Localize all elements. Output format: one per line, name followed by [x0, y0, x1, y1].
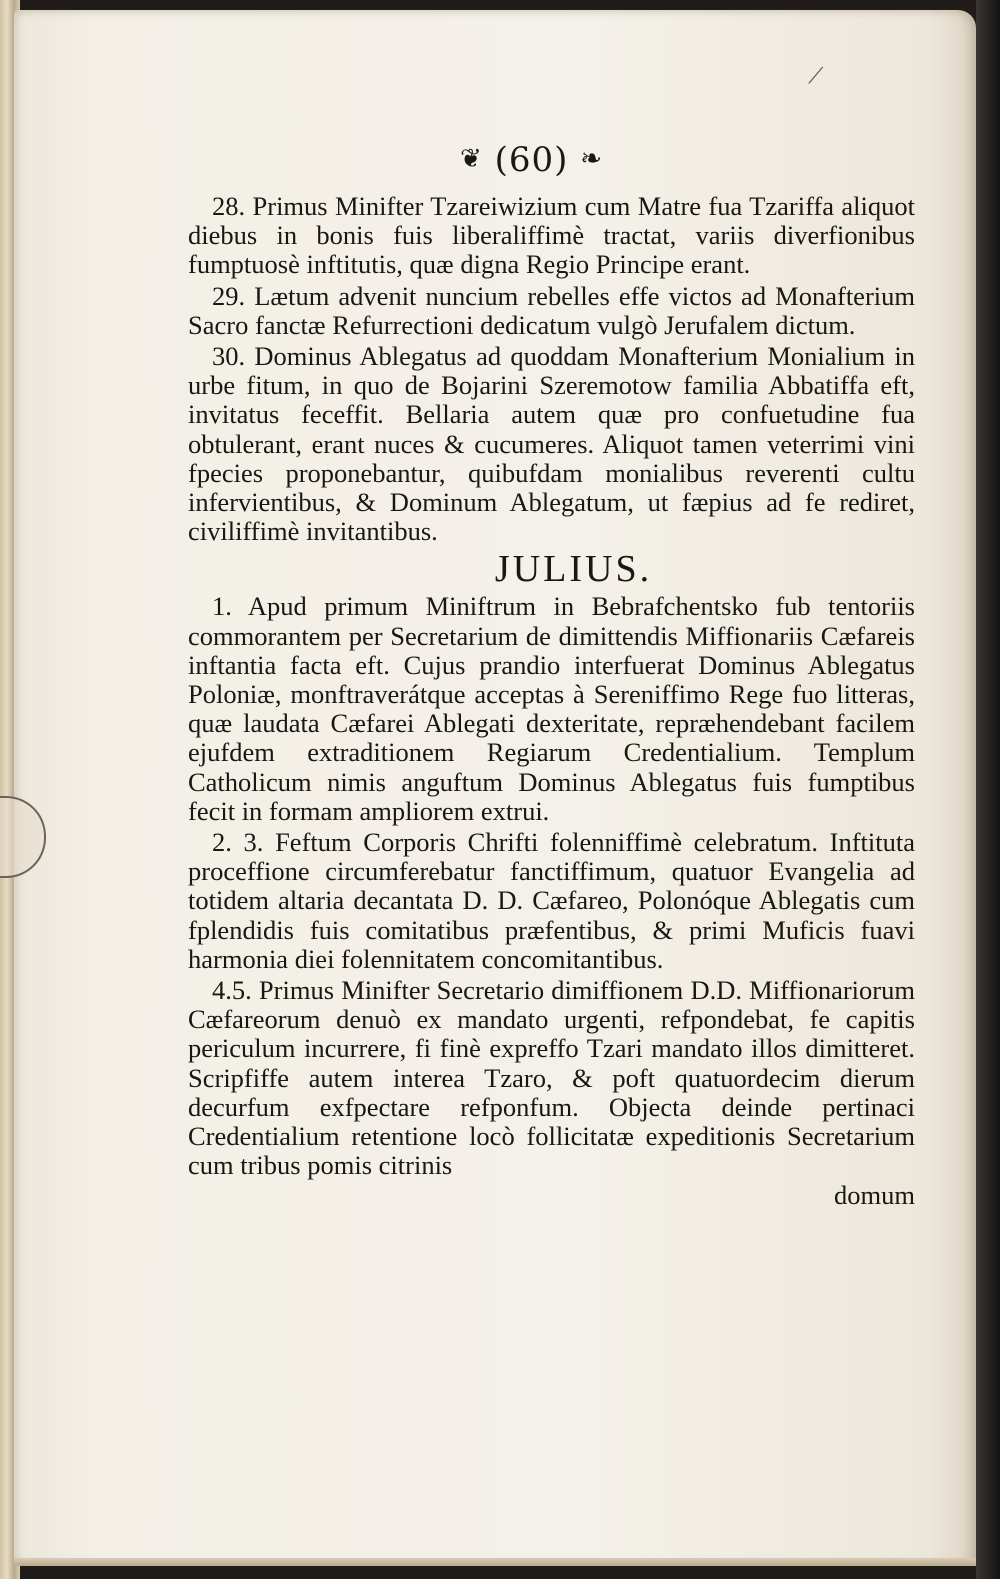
page-number: (60): [494, 140, 569, 180]
pencil-mark: ⟋: [808, 64, 824, 89]
page-header: [460, 140, 660, 180]
entry-julius-2-3: 2. 3. Feftum Corporis Chrifti folenniffimè celebratum. Inftituta proceffione circumferebatur fanctiffimum, quatuor Evangelia ad totidem altaria decantata D. D. Cæfareo, Polonóque Ablegatis cum fplendidis fuis comitatibus præfentibus, & primi Muficis fuavi harmonia diei folennitatem concomitantibus.: [188, 827, 915, 974]
entry-julius-4-5: 4.5. Primus Minifter Secretario dimiffionem D.D. Miffionariorum Cæfareorum denuò ex mandato urgenti, refpondebat, fe capitis periculum incurrere, fi finè expreffo Tzari mandato illos dimitteret. Scripfiffe autem interea Tzaro, & poft quatuordecim dierum decurfum exfpectare refponfum. Objecta deinde pertinaci Credentialium retentione locò follicitatæ expeditionis Secretarium cum tribus pomis citrinis: [188, 975, 915, 1181]
left-ornament-icon: ❦: [460, 144, 483, 174]
body-text: [188, 192, 915, 1210]
month-heading: JULIUS.: [494, 548, 653, 591]
entry-29: 29. Lætum advenit nuncium rebelles effe victos ad Monafterium Sacro fanctæ Refurrectioni dedicatum vulgò Jerufalem dictum.: [188, 280, 915, 340]
entry-28: 28. Primus Minifter Tzareiwizium cum Matre fua Tzariffa aliquot diebus in bonis fuis liberaliffimè tractat, variis diverfionibus fumptuosè inftitutis, quæ digna Regio Principe erant.: [188, 191, 915, 280]
entry-julius-1: 1. Apud primum Miniftrum in Bebrafchentsko fub tentoriis commorantem per Secretarium de dimittendis Miffionariis Cæfareis inftantia facta eft. Cujus prandio interfuerat Dominus Ablegatus Poloniæ, monftraverátque acceptas à Sereniffimo Rege fuo litteras, quæ laudata Cæfarei Ablegati dexteritate, repræhendebant facilem ejufdem extraditionem Regiarum Credentialium. Templum Catholicum nimis anguftum Dominus Ablegatus fuis fumptibus fecit in formam ampliorem extrui.: [188, 591, 915, 826]
page-bottom-edge: [14, 1558, 976, 1566]
right-ornament-icon: ❧: [580, 144, 604, 174]
catchword: domum: [834, 1179, 915, 1210]
right-scan-border: [976, 0, 1000, 1579]
entry-30: 30. Dominus Ablegatus ad quoddam Monafterium Monialium in urbe fitum, in quo de Bojarini Szeremotow familia Abbatiffa eft, invitatus feceffit. Bellaria autem quæ pro confuetudine fua obtulerant, erant nuces & cucumeres. Aliquot tamen veterrimi vini fpecies proponebantur, quibufdam monialibus reverenti cultu infervientibus, & Dominum Ablegatum, ut fæpius ad fe rediret, civiliffimè invitantibus.: [188, 341, 915, 547]
